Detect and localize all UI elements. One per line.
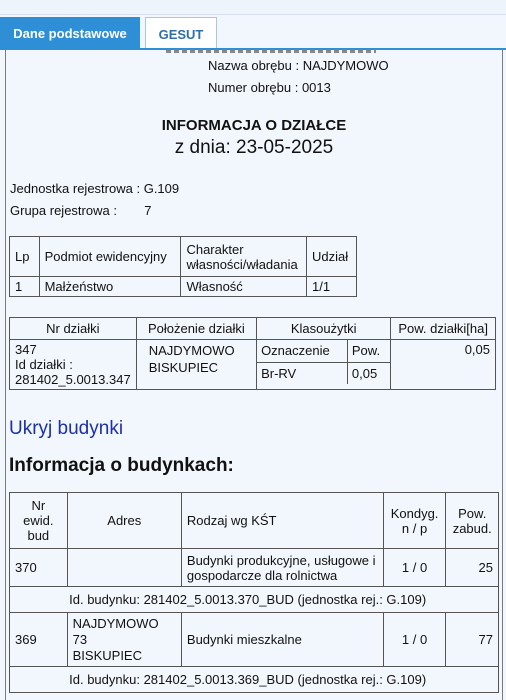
table-row	[10, 277, 357, 297]
klas-col-pow: Pow.	[347, 340, 390, 362]
klas-pow: 0,05	[351, 365, 378, 381]
bud-id-spacer	[10, 667, 68, 693]
parcel-header-row	[10, 318, 496, 340]
tab-dane-podstawowe[interactable]: Dane podstawowe	[0, 17, 140, 50]
parcel-id-value: 281402_5.0013.347	[15, 372, 131, 387]
parcel-klas-cell	[257, 340, 391, 390]
bud-adres	[67, 549, 181, 587]
grupa-value: 7	[144, 203, 152, 218]
owner-lp: 1	[10, 277, 40, 297]
obreb-name-label: Nazwa obrębu :	[208, 58, 300, 73]
bud-rodzaj: Budynki produkcyjne, usługowe i gospodarcze dla rolnictwa	[181, 549, 383, 587]
hide-buildings-link[interactable]: Ukryj budynki	[9, 418, 124, 439]
table-row	[10, 667, 499, 693]
bud-col-nr: Nr ewid. bud	[10, 493, 68, 549]
parcel-area: 0,05	[391, 340, 496, 390]
bud-col-pow: Pow. zabud.	[446, 493, 499, 549]
grupa-label: Grupa rejestrowa :	[10, 203, 117, 218]
jednostka-line	[10, 181, 179, 196]
obreb-name-value: NAJDYMOWO	[302, 58, 389, 73]
owners-col-podmiot: Podmiot ewidencyjny	[39, 237, 181, 277]
owner-udzial: 1/1	[306, 277, 356, 297]
tab-bar	[0, 14, 506, 50]
parcel-info-panel	[5, 50, 503, 700]
bud-adres-line1: NAJDYMOWO	[72, 615, 159, 631]
parcel-id-label: Id działki :	[15, 357, 73, 372]
klas-col-oznaczenie: Oznaczenie	[257, 340, 347, 362]
klas-subtable	[257, 340, 390, 384]
parcel-location-line1: NAJDYMOWO	[148, 343, 235, 358]
bud-kondyg: 1 / 0	[383, 613, 446, 667]
owners-col-udzial: Udział	[306, 237, 356, 277]
parcel-nr-cell	[10, 340, 137, 390]
bud-col-adres: Adres	[67, 493, 181, 549]
bud-kondyg: 1 / 0	[383, 549, 446, 587]
grupa-line	[10, 203, 151, 218]
bud-adres-line2: 73	[72, 631, 88, 647]
jednostka-label: Jednostka rejestrowa :	[10, 181, 141, 196]
report-date: z dnia: 23-05-2025	[174, 137, 334, 158]
owner-podmiot: Małżeństwo	[39, 277, 181, 297]
owners-col-lp: Lp	[10, 237, 40, 277]
owners-header-row	[10, 237, 357, 277]
bud-col-kondyg: Kondyg. n / p	[383, 493, 446, 549]
bud-id-spacer	[10, 587, 68, 613]
owners-table	[9, 236, 357, 297]
obreb-number-line	[208, 80, 331, 95]
parcel-col-nr: Nr działki	[10, 318, 137, 340]
bud-nr: 369	[10, 613, 68, 667]
table-row	[10, 549, 499, 587]
owners-col-charakter: Charakter własności/władania	[181, 237, 307, 277]
obreb-name-line	[208, 58, 389, 73]
cut-off-text-row	[166, 50, 406, 54]
parcel-location-line2: BISKUPIEC	[148, 360, 219, 375]
jednostka-value: G.109	[143, 181, 180, 196]
table-row	[10, 340, 496, 390]
bud-nr: 370	[10, 549, 68, 587]
bud-pow: 25	[446, 549, 499, 587]
parcel-col-pow: Pow. działki[ha]	[391, 318, 496, 340]
parcel-col-polozenie: Położenie działki	[136, 318, 256, 340]
tab-gesut[interactable]: GESUT	[145, 17, 217, 50]
obreb-number-label: Numer obrębu :	[208, 80, 299, 95]
bud-col-rodzaj: Rodzaj wg KŚT	[181, 493, 383, 549]
browser-top-strip	[0, 0, 506, 15]
bud-adres-line3: BISKUPIEC	[72, 647, 142, 663]
owner-charakter: Własność	[181, 277, 307, 297]
buildings-header-row	[10, 493, 499, 549]
buildings-table	[9, 492, 499, 693]
parcel-col-klasouzytki: Klasoużytki	[257, 318, 391, 340]
bud-adres-cell	[67, 613, 181, 667]
bud-id-line: Id. budynku: 281402_5.0013.370_BUD (jednostka rej.: G.109)	[67, 587, 498, 613]
bud-id-line: Id. budynku: 281402_5.0013.369_BUD (jednostka rej.: G.109)	[67, 667, 498, 693]
parcel-table	[9, 317, 496, 390]
parcel-nr: 347	[15, 342, 37, 357]
buildings-section-title: Informacja o budynkach:	[9, 455, 234, 476]
parcel-location-cell	[136, 340, 256, 390]
table-row	[10, 613, 499, 667]
bud-pow: 77	[446, 613, 499, 667]
bud-rodzaj: Budynki mieszkalne	[181, 613, 383, 667]
table-row	[10, 587, 499, 613]
page-title: INFORMACJA O DZIAŁCE	[161, 117, 347, 134]
klas-oznaczenie: Br-RV	[257, 362, 347, 384]
obreb-number-value: 0013	[301, 80, 331, 95]
